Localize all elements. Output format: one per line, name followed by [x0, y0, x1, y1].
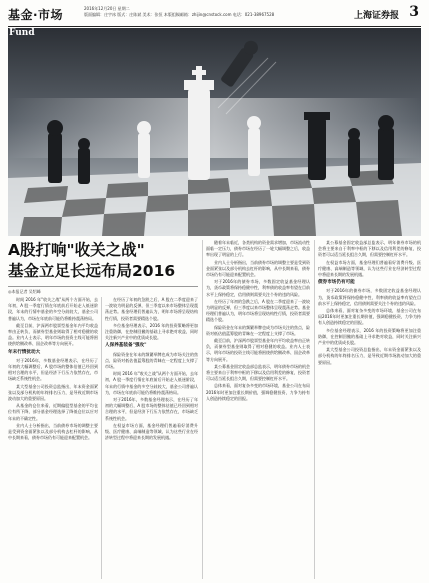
subhead: 人保养基装备"强攻" — [105, 343, 147, 349]
article-column-3 — [206, 240, 310, 579]
paragraph: 某大型基金公司投资总监指出，年末资金面紧张以及部分机构的年终排名压力，是导致近期市场波动加大的重要原因。 — [318, 347, 421, 365]
section-title: 基金·市场 — [8, 8, 64, 22]
header-date: 2016年12月20日 星期二 — [84, 6, 130, 11]
subhead: 年末行情扰动大 — [8, 349, 41, 355]
paragraph: 总体来看，面对复杂多变的市场环境，基金公司在布局2016年时更加注重长期价值，强调稳健投资，力争为持有人创造持续稳定的回报。 — [206, 383, 310, 401]
header-editors: 版面编辑：庄宇冰 版式：庄陈斌 美术：张恒 本版组稿邮箱：zhijin@cnstock.com 电话：021-38967528 — [84, 12, 275, 17]
header-rule — [8, 26, 421, 27]
paragraph: 在经历了年初的急跌之后，A 股在二季度迎来了一波较为明显的反弹，但三季度以来市场整体呈现震荡走势。基金经理们普遍认为，明年市场将呈现结构性行情，投资者需要精选个股。 — [206, 298, 310, 323]
column-divider — [314, 240, 315, 579]
column-divider — [101, 297, 102, 579]
fund-tag: Fund — [9, 28, 35, 38]
paragraph: 在经历了年初的急跌之后，A 股在二季度迎来了一波较为明显的反弹，但三季度以来市场整体呈现震荡走势。基金经理们普遍认为，明年市场将呈现结构性行情，投资者需要精选个股。 — [105, 297, 198, 321]
byline: ◎本报记者 吴绍峰 — [8, 289, 41, 294]
paragraph: 在权益市场方面，基金经理们普遍看好消费升级、医疗健康、高端制造等领域，认为这些行业在经济转型过程中将迎来长期的发展机遇。 — [318, 259, 421, 278]
headline — [8, 240, 198, 282]
paragraph: 某大型基金公司投资总监指出，年末资金面紧张以及部分机构的年终排名压力，是导致近期市场波动加大的重要原因。 — [8, 383, 98, 402]
chess-illustration — [8, 28, 421, 236]
paper-name: 上海证券报 — [353, 11, 399, 21]
article-column-1 — [8, 297, 98, 579]
paragraph: 对于2016年，多数基金经理表示，在经历了年初的大幅调整后，A 股市场的整体估值已经回到相对合理的水平，但是经济下行压力依然存在，市场缺乏系统性机会。 — [105, 397, 198, 421]
paragraph: 对于2016年的债券市场，多数固定收益基金经理认为，货币政策将保持稳健中性，利率债的收益率有望在目前水平上保持稳定，信用债则需要关注个券的违约风险。 — [318, 288, 421, 306]
paragraph: 总体来看，面对复杂多变的市场环境，基金公司在布局2016年时更加注重长期价值，强调稳健投资，力争为持有人创造持续稳定的回报。 — [318, 308, 421, 326]
paragraph: 时间 2016 年"收关之战"从两个方面开始，去年初，A 股一季度行情在年底前后开始走入低迷阶段，年末的行情中基金的多空分歧较大，基金公司普遍认为，市场在年底前可能仍将维持震荡格局。 — [8, 297, 98, 321]
paragraph: 对于2016年，多数基金经理表示，在经历了年初的大幅调整后，A 股市场的整体估值已经回到相对合理的水平，但是经济下行压力依然存在，市场缺乏系统性机会。 — [8, 357, 98, 382]
paragraph: 多位基金经理表示，2016 年的投资策略将更加注重防御，在控制回撤的基础上寻求绝对收益，同时关注新兴产业中的优质成长股。 — [105, 322, 198, 341]
headline-line-2: 基金立足长远布局2016 — [8, 262, 176, 280]
paragraph: 某公募基金固定收益部总监表示，明年债券市场的机会将主要来自于利率中枢的下移以及信用利差的修复，投资者可以适当延长组合久期，但需要控制杠杆水平。 — [206, 363, 310, 382]
paragraph: 随着年末临近，各类机构的资金需求增加，市场流动性面临一定压力，债券市场在经历了一轮大幅调整之后，收益率出现了明显的上行。 — [206, 240, 310, 258]
paragraph: 某公募基金固定收益部总监表示，明年债券市场的机会将主要来自于利率中枢的下移以及信用利差的修复，投资者可以适当延长组合久期，但需要控制杠杆水平。 — [318, 240, 421, 258]
page-number: 3 — [409, 4, 419, 20]
paragraph: 业内人士分析指出，当前债券市场的调整主要是受到资金面紧张以及部分机构去杠杆的影响，从中长期来看，债券市场仍有可能迎来配置机会。 — [206, 259, 310, 278]
paragraph: 在权益市场方面，基金经理们普遍看好消费升级、医疗健康、高端制造等领域，认为这些行业在经济转型过程中将迎来长期的发展机遇。 — [105, 422, 198, 441]
paragraph: 从基金的仓位来看，近期偏股型基金的平均仓位有所下降，部分基金经理选择了降低仓位以应对年末的不确定性。 — [8, 403, 98, 421]
chess-photo — [8, 28, 421, 236]
header-meta — [84, 6, 274, 18]
subhead: 债券市场仍有可能 — [318, 280, 355, 286]
paragraph: 对于2016年的债券市场，多数固定收益基金经理认为，货币政策将保持稳健中性，利率债的收益率有望在目前水平上保持稳定，信用债则需要关注个券的违约风险。 — [206, 279, 310, 297]
paragraph: 多位基金经理表示，2016 年的投资策略将更加注重防御，在控制回撤的基础上寻求绝对收益，同时关注新兴产业中的优质成长股。 — [318, 327, 421, 346]
page-header — [8, 4, 421, 26]
article-column-4 — [318, 240, 421, 579]
paragraph: 时间 2016 年"收关之战"从两个方面开始，去年初，A 股一季度行情在年底前后开始走入低迷阶段，年末的行情中基金的多空分歧较大，基金公司普遍认为，市场在年底前可能仍将维持震荡格局。 — [105, 371, 198, 395]
paragraph: 业内人士分析指出，当前债券市场的调整主要是受到资金面紧张以及部分机构去杠杆的影响，从中长期来看，债券市场仍有可能迎来配置机会。 — [8, 422, 98, 441]
paragraph: 截至目前，沪深两市股票型基金年内平均收益率由正转负，而债券型基金则取得了相对稳健的收益。业内人士表示，明年市场的投资主线可能将围绕供给侧改革、国企改革等方向展开。 — [8, 322, 98, 347]
paragraph: 保险资金在年末的频繁举牌也成为市场关注的焦点，险资对低估值蓝筹股的青睐在一定程度上支撑了市场。 — [206, 324, 310, 336]
article-column-2 — [105, 297, 198, 579]
column-divider — [202, 240, 203, 579]
paragraph: 截至目前，沪深两市股票型基金年内平均收益率由正转负，而债券型基金则取得了相对稳健的收益。业内人士表示，明年市场的投资主线可能将围绕供给侧改革、国企改革等方向展开。 — [206, 338, 310, 362]
paragraph: 保险资金在年末的频繁举牌也成为市场关注的焦点，险资对低估值蓝筹股的青睐在一定程度上支撑了市场。 — [105, 351, 198, 370]
headline-rule — [8, 286, 198, 287]
headline-line-1: A股打响"收关之战" — [8, 241, 145, 259]
